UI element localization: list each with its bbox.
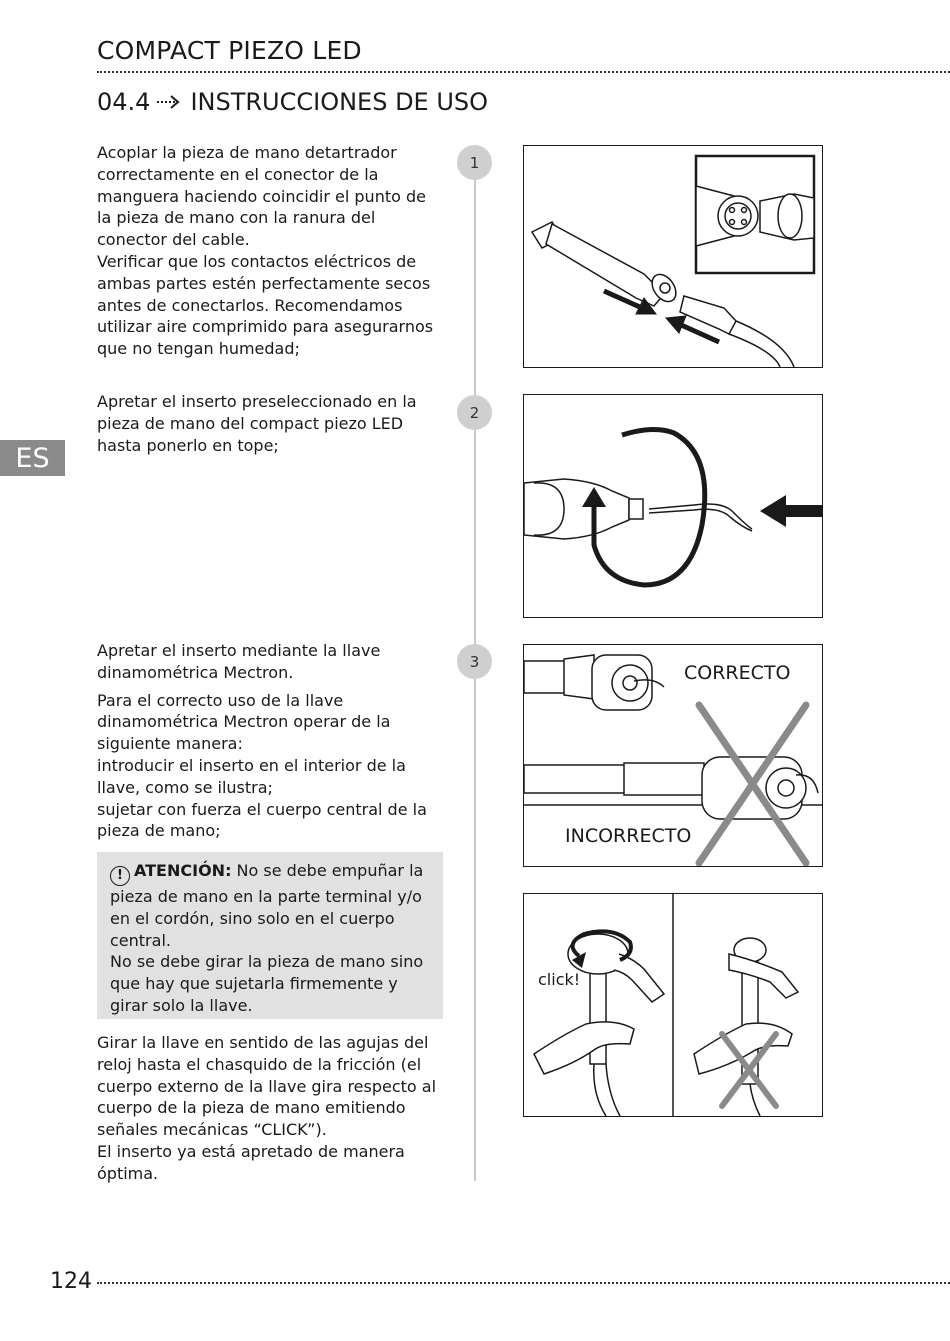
step-1-paragraph: Acoplar la pieza de mano detartrador correctamente en el conector de la manguera haciendo coincidir el punto de la pieza de mano con la ranura del conector del cable. [97, 143, 426, 250]
step-3-after-text [97, 1032, 437, 1185]
header-divider [97, 71, 950, 73]
document-title: COMPACT PIEZO LED [97, 36, 362, 65]
step-2-text [97, 391, 442, 456]
warning-text: No se debe empuñar la pieza de mano en la parte terminal y/o en el cordón, sino solo en el cuerpo central. [110, 861, 424, 950]
incorrect-label: INCORRECTO [565, 825, 692, 847]
step-3-text [97, 640, 447, 842]
warning-label: ATENCIÓN: [134, 861, 232, 880]
section-number: 04.4 [97, 88, 151, 116]
warning-box [97, 852, 443, 1019]
figure-handpiece-connection [523, 145, 823, 368]
figure-insert-tightening [523, 394, 823, 618]
section-title: INSTRUCCIONES DE USO [190, 88, 489, 116]
push-arrow-icon [760, 495, 822, 527]
click-label: click! [538, 970, 581, 989]
footer-divider [97, 1282, 950, 1284]
step-1-badge: 1 [457, 145, 492, 180]
step-2-paragraph: Apretar el inserto preseleccionado en la pieza de mano del compact piezo LED hasta ponerlo en tope; [97, 392, 417, 455]
step-3-badge: 3 [457, 644, 492, 679]
figure-hand-grip [523, 893, 823, 1117]
step-1-text [97, 142, 442, 360]
page-number: 124 [50, 1269, 92, 1294]
correct-label: CORRECTO [684, 662, 791, 684]
step-3-after-paragraph: El inserto ya está apretado de manera óptima. [97, 1141, 405, 1183]
step-3-paragraph: introducir el inserto en el interior de la llave, como se ilustra; [97, 755, 406, 797]
dotted-arrow-icon [156, 88, 182, 116]
warning-text: No se debe girar la pieza de mano sino que hay que sujetarla firmemente y girar solo la llave. [110, 952, 424, 1015]
step-3-paragraph: Para el correcto uso de la llave dinamométrica Mectron operar de la siguiente manera: [97, 690, 391, 754]
warning-icon: ! [110, 866, 130, 886]
language-tab: ES [0, 440, 65, 476]
step-2-badge: 2 [457, 395, 492, 430]
figure-correct-incorrect [523, 644, 823, 867]
step-3-paragraph: Apretar el inserto mediante la llave dinamométrica Mectron. [97, 641, 381, 682]
step-1-paragraph: Verificar que los contactos eléctricos de ambas partes estén perfectamente secos antes de conectarlos. Recomendamos utilizar aire comprimido para asegurarnos que no tengan humedad; [97, 251, 434, 359]
section-heading [97, 88, 488, 116]
step-3-after-paragraph: Girar la llave en sentido de las agujas del reloj hasta el chasquido de la fricción (el cuerpo externo de la llave gira respecto al cuerpo de la pieza de mano emitiendo señales mecánicas “CLICK”). [97, 1033, 437, 1140]
step-3-paragraph: sujetar con fuerza el cuerpo central de la pieza de mano; [97, 799, 427, 841]
